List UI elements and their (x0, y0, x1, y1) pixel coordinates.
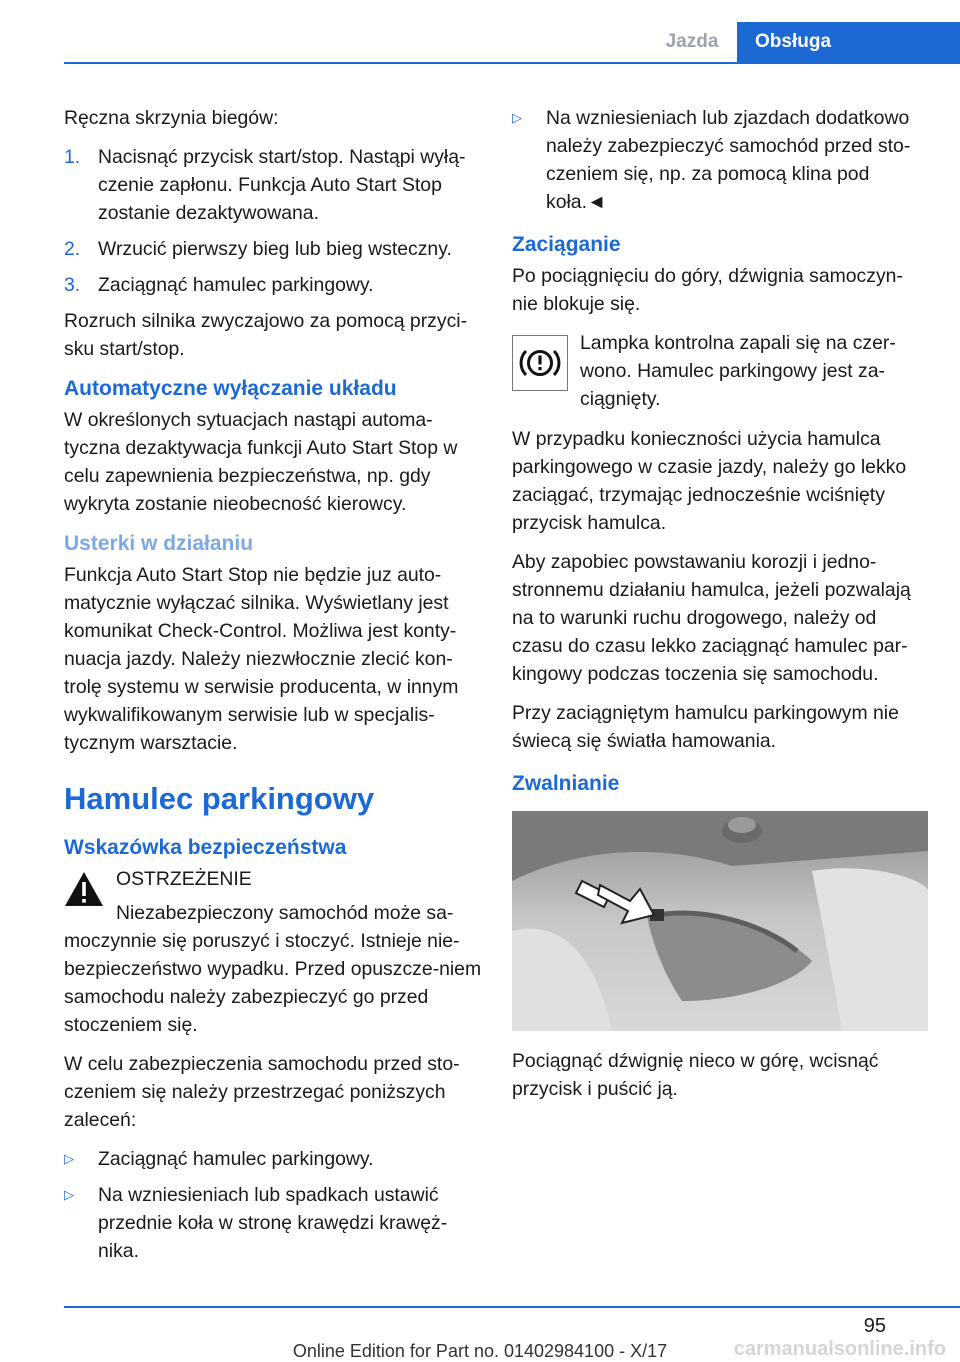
fault-text: Funkcja Auto Start Stop nie będzie juz auto‐matycznie wyłączać silnika. Wyświetlany jest komunikat Check-Control. Możliwa jest konty‐nuacja jazdy. Należy niezwłocznie zlecić kon‐trolę systemu w serwisie producenta, w innym wykwalifikowanym serwisie lub w specjalis‐tycznym warsztacie. (64, 564, 459, 754)
bullet-marker-icon: ▷ (512, 110, 522, 125)
step-number: 3. (64, 274, 81, 296)
lights-text: Przy zaciągniętym hamulcu parkingowym nie świecą się światła hamowania. (512, 702, 899, 752)
apply-heading: Zaciąganie (512, 233, 621, 256)
parking-brake-lamp-icon (512, 335, 568, 391)
list-item (64, 1145, 484, 1173)
fault-heading: Usterki w działaniu (64, 532, 254, 555)
auto-text: W określonych sytuacjach nastąpi automa‐tyczna dezaktywacja funkcji Auto Start Stop w celu zapewnienia bezpieczeństwa, np. gdy wykryta zostanie nieobecność kierowcy. (64, 409, 458, 515)
lamp-text: Lampka kontrolna zapali się na czer‐wono. Hamulec parkingowy jest za‐ciągnięty. (580, 332, 896, 410)
step-text: Wrzucić pierwszy bieg lub bieg wsteczny. (98, 238, 452, 260)
bullet-text: Zaciągnąć hamulec parkingowy. (98, 1148, 374, 1170)
bullet-marker-icon: ▷ (64, 1187, 74, 1202)
tab-jazda[interactable]: Jazda (665, 31, 719, 52)
warning-text: Niezabezpieczony samochód może sa‐moczynnie się poruszyć i stoczyć. Istnieje nie‐bezpieczeństwo wypadku. Przed opuszcze‐niem samochodu należy zabezpieczyć go przed stoczeniem się. (64, 902, 482, 1036)
handbrake-photo (512, 811, 928, 1031)
warning-block (64, 865, 484, 893)
warning-label: OSTRZEŻENIE (116, 868, 252, 890)
step-number: 1. (64, 146, 81, 168)
list-item (64, 271, 484, 299)
corrosion-text: Aby zapobiec powstawaniu korozji i jedno‐stronnemu działaniu hamulca, jeżeli pozwalają na to warunki ruchu drogowego, należy od czasu do czasu lekko zaciągnąć hamulec par‐kingowy podczas toczenia się samochodu. (512, 551, 911, 685)
intro-text: Ręczna skrzynia biegów: (64, 107, 279, 129)
list-item (64, 143, 484, 227)
page-title: Hamulec parkingowy (64, 781, 375, 816)
need-text: W przypadku konieczności użycia hamulca parkingowego w czasie jazdy, należy go lekko zaciągać, trzymając jednocześnie wciśnięty przycisk hamulca. (512, 428, 907, 534)
after-steps-text: Rozruch silnika zwyczajowo za pomocą przyci‐sku start/stop. (64, 310, 468, 360)
footer-rule (64, 1306, 960, 1308)
protect-text: W celu zabezpieczenia samochodu przed sto‐czeniem się należy przestrzegać poniższych zaleceń: (64, 1053, 460, 1131)
bullet-text: Na wzniesieniach lub spadkach ustawić przednie koła w stronę krawędzi krawęż‐nika. (98, 1184, 448, 1262)
list-item (512, 104, 928, 216)
warning-triangle-icon (64, 871, 104, 907)
list-item (64, 235, 484, 263)
right-column (512, 104, 928, 1114)
auto-heading: Automatyczne wyłączanie układu (64, 377, 397, 400)
step-text: Zaciągnąć hamulec parkingowy. (98, 274, 374, 296)
step-number: 2. (64, 238, 81, 260)
bullet-text: Na wzniesieniach lub zjazdach dodatkowo należy zabezpieczyć samochód przed sto‐czeniem się, np. za pomocą klina pod koła.◄ (546, 107, 911, 213)
tab-obsluga[interactable]: Obsługa (737, 22, 960, 62)
page-number: 95 (863, 1315, 886, 1337)
release-heading: Zwalnianie (512, 772, 620, 795)
apply-text: Po pociągnięciu do góry, dźwignia samoczyn‐nie blokuje się. (512, 265, 903, 315)
indicator-row (512, 329, 928, 413)
left-column (64, 104, 484, 1273)
bullet-marker-icon: ▷ (64, 1151, 74, 1166)
safety-heading: Wskazówka bezpieczeństwa (64, 836, 347, 859)
header-rule (64, 62, 960, 64)
release-text: Pociągnąć dźwignię nieco w górę, wcisnąć przycisk i puścić ją. (512, 1050, 879, 1100)
watermark: carmanualsonline.info (733, 1338, 946, 1360)
edition-text: Online Edition for Part no. 01402984100 - X/17 (292, 1341, 668, 1361)
list-item (64, 1181, 484, 1265)
step-text: Nacisnąć przycisk start/stop. Nastąpi wyłą‐czenie zapłonu. Funkcja Auto Start Stop zostanie dezaktywowana. (98, 146, 466, 224)
